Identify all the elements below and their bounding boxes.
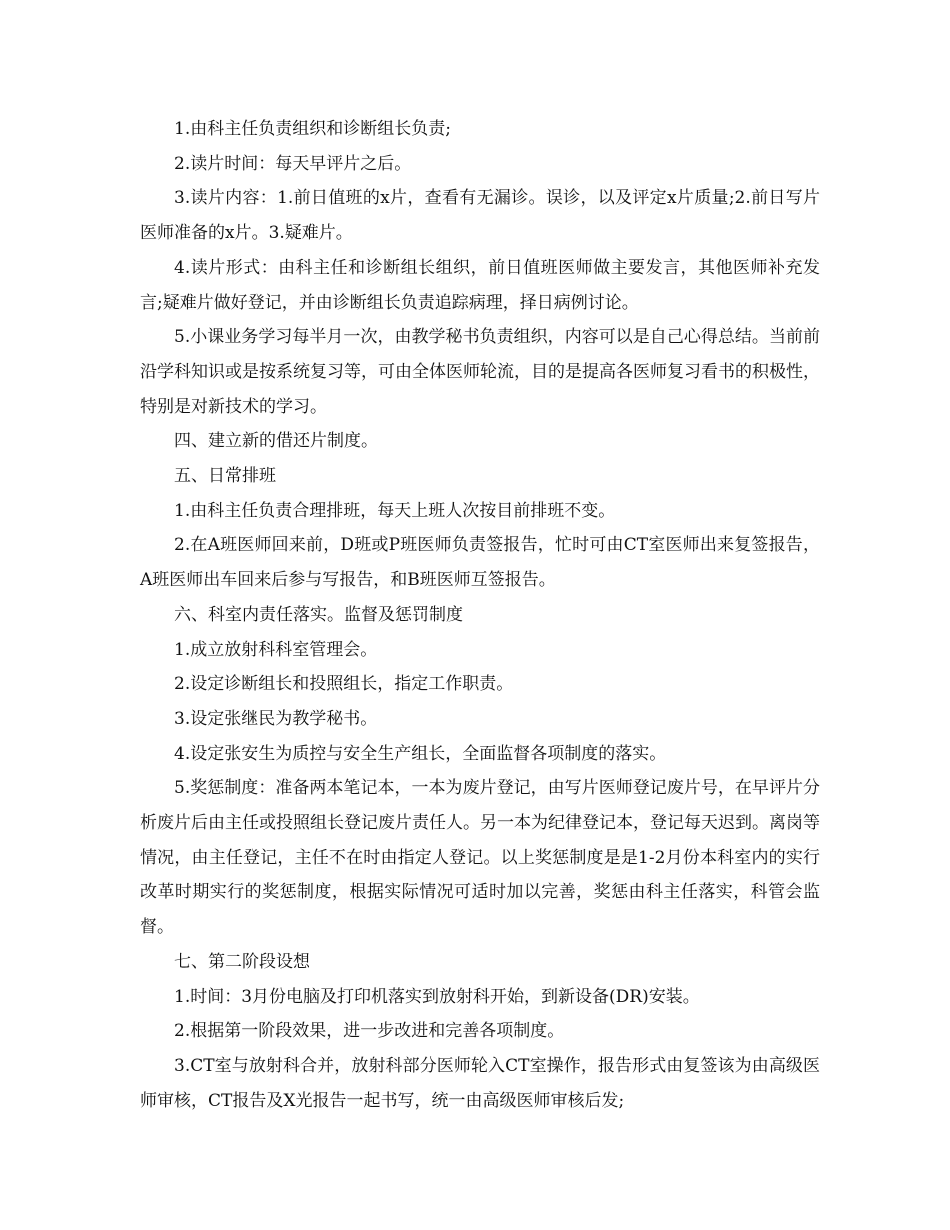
paragraph-3: 3.读片内容：1.前日值班的x片，查看有无漏诊。误诊，以及评定x片质量;2.前日写片医师准备的x片。3.疑难片。 (140, 188, 820, 244)
section-heading-5: 五、日常排班 (174, 466, 276, 487)
paragraph-19: 3.CT室与放射科合并，放射科部分医师轮入CT室操作，报告形式由复签该为由高级医师审核，CT报告及X光报告一起书写，统一由高级医师审核后发; (140, 1055, 820, 1111)
paragraph-1: 1.由科主任负责组织和诊断组长负责; (174, 119, 451, 139)
paragraph-17: 1.时间：3月份电脑及打印机落实到放射科开始，到新设备(DR)安装。 (174, 986, 700, 1007)
paragraph-15: 5.奖惩制度：准备两本笔记本，一本为废片登记，由写片医师登记废片号，在早评片分析废片后由主任或投照组长登记废片责任人。另一本为纪律登记本，登记每天迟到。离岗等情况，由主任登记，主任不在时由指定人登记。以上奖惩制度是是1-2月份本科室内的实行改革时期实行的奖惩制度，根据实际情况可适时加以完善，奖惩由科主任落实，科管会监督。 (140, 778, 820, 938)
paragraph-8: 1.由科主任负责合理排班，每天上班人次按目前排班不变。 (174, 500, 616, 521)
paragraph-12: 2.设定诊断组长和投照组长，指定工作职责。 (174, 674, 514, 695)
paragraph-4: 4.读片形式：由科主任和诊断组长组织，前日值班医师做主要发言，其他医师补充发言;疑难片做好登记，并由诊断组长负责追踪病理，择日病例讨论。 (140, 257, 820, 313)
document-body (140, 112, 820, 1118)
section-heading-4: 四、建立新的借还片制度。 (174, 431, 378, 452)
paragraph-18: 2.根据第一阶段效果，进一步改进和完善各项制度。 (174, 1021, 565, 1042)
paragraph-13: 3.设定张继民为教学秘书。 (174, 708, 378, 729)
paragraph-14: 4.设定张安生为质控与安全生产组长，全面监督各项制度的落实。 (174, 743, 667, 764)
paragraph-11: 1.成立放射科科室管理会。 (174, 639, 378, 660)
section-heading-7: 七、第二阶段设想 (174, 951, 310, 972)
paragraph-2: 2.读片时间：每天早评片之后。 (174, 153, 412, 174)
section-heading-6: 六、科室内责任落实。监督及惩罚制度 (174, 604, 463, 625)
paragraph-5: 5.小课业务学习每半月一次，由教学秘书负责组织，内容可以是自己心得总结。当前前沿学科知识或是按系统复习等，可由全体医师轮流，目的是提高各医师复习看书的积极性，特别是对新技术的学习。 (140, 327, 820, 417)
paragraph-9: 2.在A班医师回来前，D班或P班医师负责签报告，忙时可由CT室医师出来复签报告，A班医师出车回来后参与写报告，和B班医师互签报告。 (140, 535, 820, 591)
